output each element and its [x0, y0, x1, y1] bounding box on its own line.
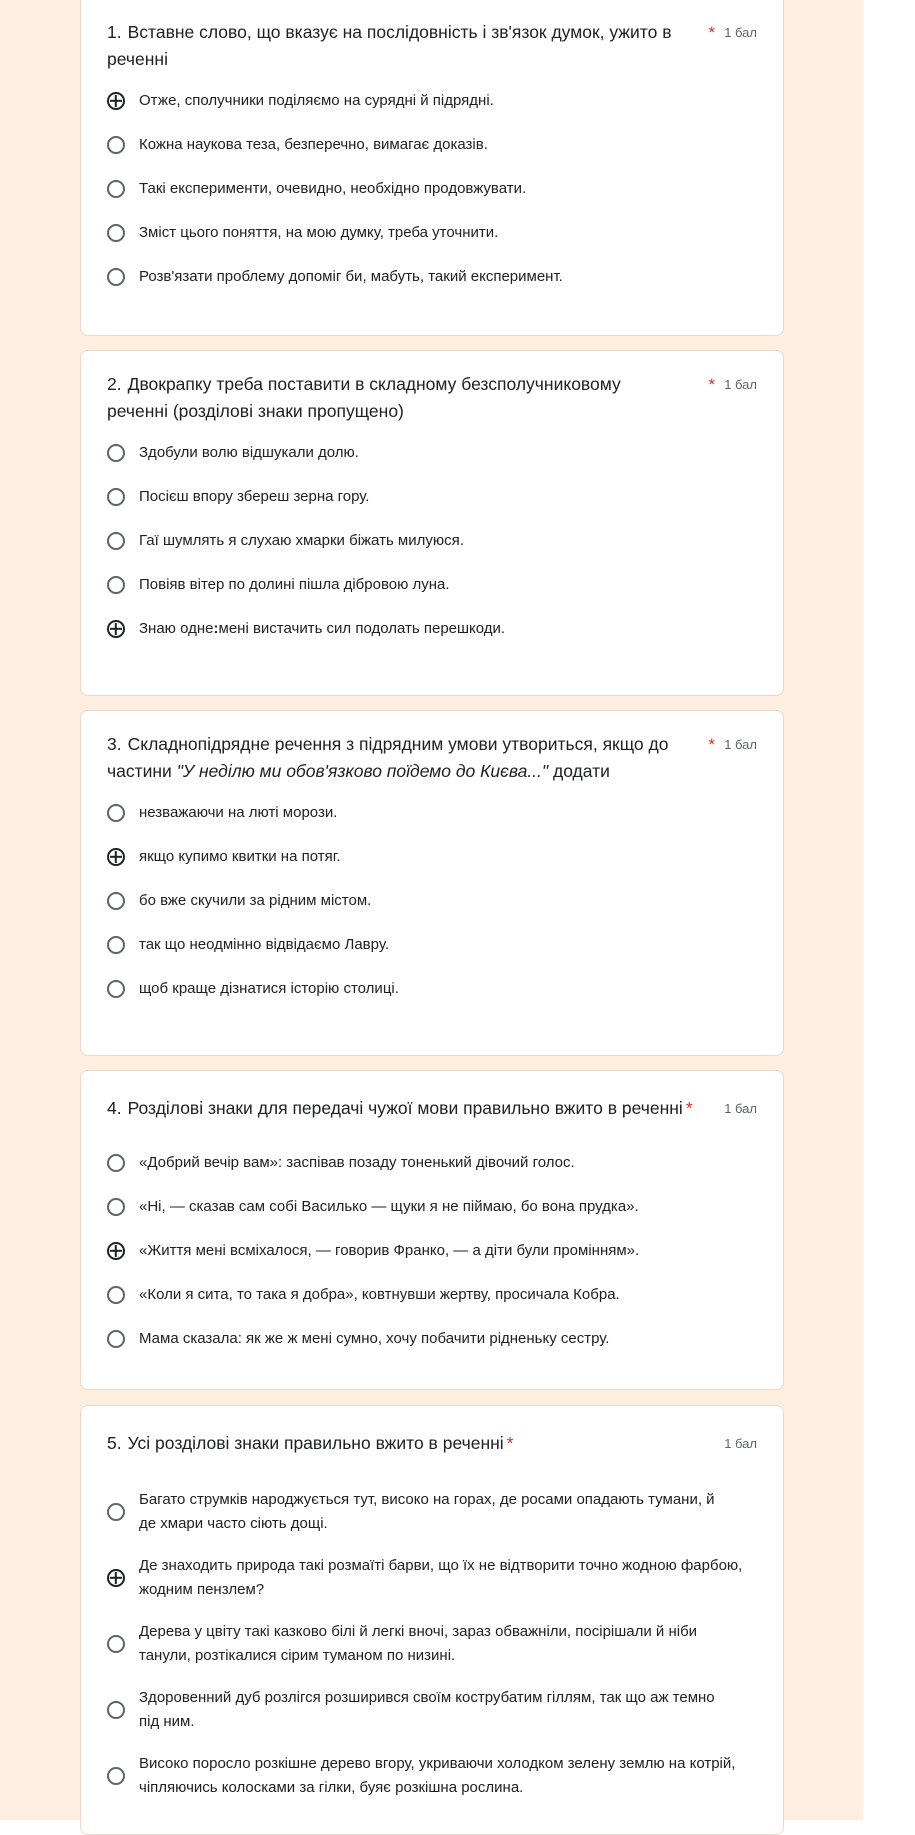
question-card-5 — [80, 1405, 784, 1835]
radio-icon[interactable] — [107, 576, 125, 594]
option-2[interactable] — [107, 133, 757, 157]
points-label: 1 бал — [724, 737, 757, 752]
option-label: так що неодмінно відвідаємо Лавру. — [139, 936, 389, 953]
option-5[interactable] — [107, 1327, 757, 1351]
option-4[interactable] — [107, 221, 757, 245]
required-asterisk: * — [708, 375, 715, 394]
option-label: Здоровенний дуб розлігся розширився своїм кострубатим гіллям, так що аж темно під ним. — [139, 1689, 715, 1730]
radio-icon[interactable] — [107, 532, 125, 550]
radio-marked-icon[interactable] — [107, 92, 125, 110]
option-1[interactable] — [107, 1488, 727, 1536]
radio-marked-icon[interactable] — [107, 620, 125, 638]
question-title: 3. Складнопідрядне речення з підрядним умови утвориться, якщо до частини "У неділю ми обов'язково поїдемо до Києва..." додати — [107, 734, 669, 781]
option-label: Де знаходить природа такі розмаїті барви, що їх не відтворити точно жодною фарбою, жодним пензлем? — [139, 1557, 743, 1598]
option-label: Розв'язати проблему допоміг би, мабуть, такий експеримент. — [139, 268, 563, 285]
option-label: «Коли я сита, то така я добра», ковтнувши жертву, просичала Кобра. — [139, 1286, 620, 1303]
option-1[interactable] — [107, 89, 757, 113]
option-4[interactable] — [107, 1686, 727, 1734]
question-title: 1. Вставне слово, що вказує на послідовність і зв'язок думок, ужито в реченні — [107, 22, 672, 69]
question-title: 2. Двокрапку треба поставити в складному безсполучниковому реченні (розділові знаки пропущено) — [107, 374, 621, 421]
handwritten-colon-mark: : — [213, 620, 219, 637]
option-label: Такі експерименти, очевидно, необхідно продовжувати. — [139, 180, 527, 197]
option-4[interactable] — [107, 573, 757, 597]
option-label: Дерева у цвіту такі казково білі й легкі вночі, зараз обважніли, посірішали й ніби танули, розтікалися сірим туманом по низині. — [139, 1623, 698, 1664]
option-5[interactable] — [107, 617, 757, 641]
radio-icon[interactable] — [107, 936, 125, 954]
option-2[interactable] — [107, 845, 757, 869]
option-label: якщо купимо квитки на потяг. — [139, 848, 341, 865]
option-4[interactable] — [107, 933, 757, 957]
option-1[interactable] — [107, 1151, 757, 1175]
question-card-3 — [80, 710, 784, 1056]
points-label: 1 бал — [724, 25, 757, 40]
option-label: Мама сказала: як же ж мені сумно, хочу побачити рідненьку сестру. — [139, 1330, 610, 1347]
option-1[interactable] — [107, 801, 757, 825]
option-label: незважаючи на люті морози. — [139, 804, 338, 821]
option-1[interactable] — [107, 441, 757, 465]
option-label: Знаю одне:мені вистачить сил подолать перешкоди. — [139, 620, 506, 637]
option-3[interactable] — [107, 529, 757, 553]
required-asterisk: * — [708, 735, 715, 754]
option-5[interactable] — [107, 977, 757, 1001]
radio-icon[interactable] — [107, 488, 125, 506]
option-5[interactable] — [107, 1752, 747, 1800]
option-label: «Життя мені всміхалося, — говорив Франко, — а діти були промінням». — [139, 1242, 640, 1259]
option-2[interactable] — [107, 1554, 747, 1602]
option-3[interactable] — [107, 889, 757, 913]
option-label: Кожна наукова теза, безперечно, вимагає доказів. — [139, 136, 488, 153]
option-5[interactable] — [107, 265, 757, 289]
option-label: Посієш впору збереш зерна гору. — [139, 488, 370, 505]
option-label: Зміст цього поняття, на мою думку, треба уточнити. — [139, 224, 499, 241]
question-card-2 — [80, 350, 784, 696]
radio-icon[interactable] — [107, 804, 125, 822]
radio-icon[interactable] — [107, 1767, 125, 1785]
option-label: бо вже скучили за рідним містом. — [139, 892, 372, 909]
question-card-4 — [80, 1070, 784, 1390]
option-3[interactable] — [107, 177, 757, 201]
option-label: щоб краще дізнатися історію столиці. — [139, 980, 399, 997]
option-label: «Ні, — сказав сам собі Василько — щуки я не піймаю, бо вона прудка». — [139, 1198, 639, 1215]
option-label: Гаї шумлять я слухаю хмарки біжать милуюся. — [139, 532, 464, 549]
radio-icon[interactable] — [107, 268, 125, 286]
option-3[interactable] — [107, 1620, 727, 1668]
required-asterisk: * — [708, 23, 715, 42]
question-title: 4. Розділові знаки для передачі чужої мови правильно вжито в реченні * — [107, 1098, 693, 1118]
radio-icon[interactable] — [107, 180, 125, 198]
option-label: «Добрий вечір вам»: заспівав позаду тоненький дівочий голос. — [139, 1154, 575, 1171]
radio-icon[interactable] — [107, 1503, 125, 1521]
required-asterisk: * — [685, 1098, 693, 1118]
radio-icon[interactable] — [107, 444, 125, 462]
points-label: 1 бал — [724, 377, 757, 392]
radio-icon[interactable] — [107, 1198, 125, 1216]
question-card-1 — [80, 0, 784, 336]
radio-icon[interactable] — [107, 136, 125, 154]
option-label: Повіяв вітер по долині пішла дібровою луна. — [139, 576, 450, 593]
radio-marked-icon[interactable] — [107, 1569, 125, 1587]
radio-icon[interactable] — [107, 892, 125, 910]
required-asterisk: * — [506, 1433, 514, 1453]
option-label: Отже, сполучники поділяємо на сурядні й підрядні. — [139, 92, 494, 109]
points-label: 1 бал — [724, 1436, 757, 1451]
radio-marked-icon[interactable] — [107, 1242, 125, 1260]
option-3[interactable] — [107, 1239, 757, 1263]
option-2[interactable] — [107, 1195, 757, 1219]
radio-icon[interactable] — [107, 980, 125, 998]
option-4[interactable] — [107, 1283, 757, 1307]
radio-marked-icon[interactable] — [107, 848, 125, 866]
points-label: 1 бал — [724, 1101, 757, 1116]
radio-icon[interactable] — [107, 1701, 125, 1719]
radio-icon[interactable] — [107, 1635, 125, 1653]
radio-icon[interactable] — [107, 224, 125, 242]
option-2[interactable] — [107, 485, 757, 509]
radio-icon[interactable] — [107, 1330, 125, 1348]
question-title: 5. Усі розділові знаки правильно вжито в реченні * — [107, 1433, 514, 1453]
option-label: Багато струмків народжується тут, високо на горах, де росами опадають тумани, й де хмари часто сіють дощі. — [139, 1491, 715, 1532]
radio-icon[interactable] — [107, 1286, 125, 1304]
option-label: Здобули волю відшукали долю. — [139, 444, 359, 461]
radio-icon[interactable] — [107, 1154, 125, 1172]
option-label: Високо поросло розкішне дерево вгору, укриваючи холодком зелену землю на котрій, чіпляючись колосками за гілки, буяє розкішна рослина. — [139, 1755, 736, 1796]
